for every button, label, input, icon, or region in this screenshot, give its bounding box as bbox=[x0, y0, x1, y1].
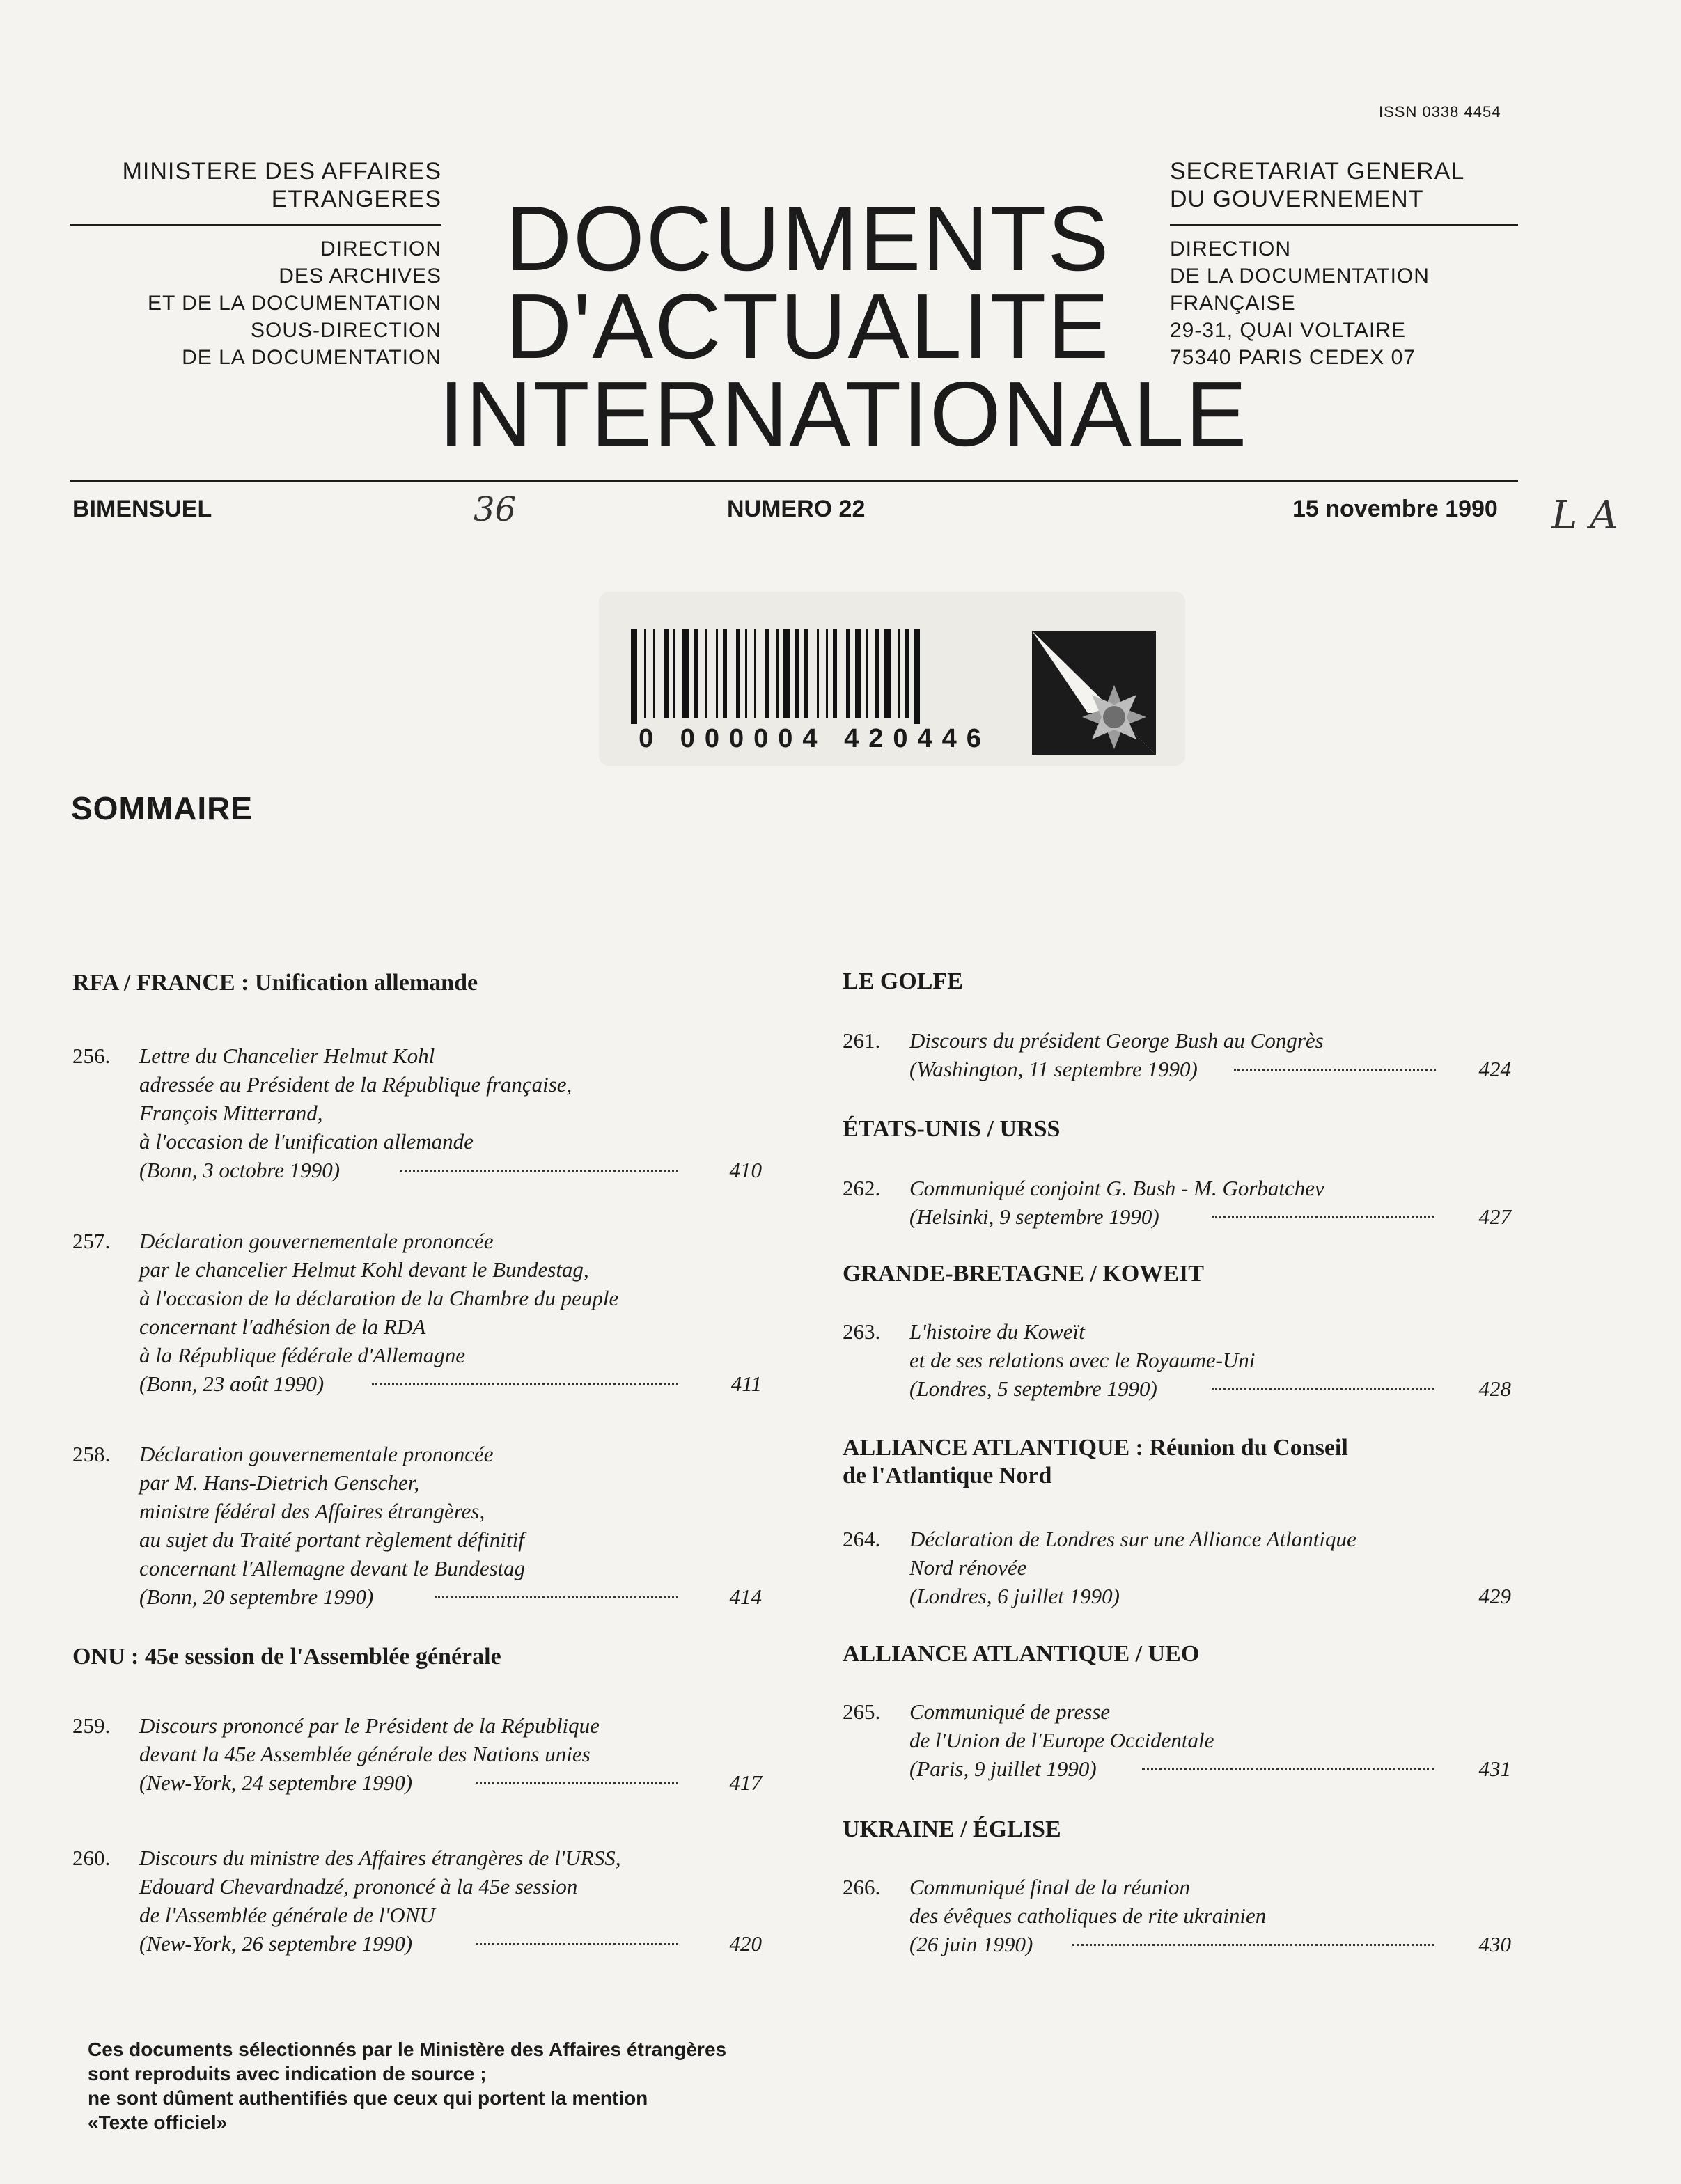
barcode-image bbox=[627, 629, 1003, 734]
issn-number: ISSN 0338 4454 bbox=[1379, 103, 1501, 120]
entry-number: 258. bbox=[72, 1442, 111, 1466]
entry-number: 260. bbox=[72, 1846, 111, 1870]
toc-entry-258[interactable]: 258. Déclaration gouvernementale prononcée par M. Hans-Dietrich Genscher, ministre fédéral des Affaires étrangères, au sujet du Traité portant règlement définitif concernant l'Allemagne devant le Bundestag (Bonn, 20 septembre 1990) 414 bbox=[72, 1440, 767, 1614]
barcode-bar bbox=[705, 629, 707, 718]
page-number: 417 bbox=[729, 1770, 762, 1795]
page-number: 410 bbox=[729, 1158, 762, 1182]
entry-number: 259. bbox=[72, 1713, 111, 1738]
section-heading-alliance-atlantique-ueo: ALLIANCE ATLANTIQUE / UEO bbox=[843, 1641, 1200, 1667]
toc-entry-256[interactable]: 256. Lettre du Chancelier Helmut Kohl adressée au Président de la République française, François Mitterrand, à l'occasion de l'unification allemande (Bonn, 3 octobre 1990) 410 bbox=[72, 1042, 767, 1188]
dot-leader bbox=[435, 1594, 678, 1598]
dot-leader bbox=[1072, 1941, 1434, 1946]
publisher-logo-icon bbox=[1032, 631, 1156, 755]
barcode-bar bbox=[664, 629, 669, 718]
toc-entry-265[interactable]: 265. Communiqué de presse de l'Union de l'Europe Occidentale (Paris, 9 juillet 1990) 431 bbox=[843, 1697, 1525, 1788]
toc-entry-262[interactable]: 262. Communiqué conjoint G. Bush - M. Gorbatchev (Helsinki, 9 septembre 1990) 427 bbox=[843, 1174, 1525, 1236]
section-heading-grande-bretagne-koweit: GRANDE-BRETAGNE / KOWEIT bbox=[843, 1261, 1204, 1287]
dot-leader bbox=[1212, 1213, 1434, 1218]
toc-entry-266[interactable]: 266. Communiqué final de la réunion des évêques catholiques de rite ukrainien (26 juin 1990) 430 bbox=[843, 1873, 1525, 1963]
entry-number: 266. bbox=[843, 1875, 881, 1899]
barcode-bar bbox=[653, 629, 655, 718]
page-number: 431 bbox=[1478, 1757, 1511, 1781]
barcode-bar bbox=[817, 629, 819, 718]
dot-leader bbox=[372, 1381, 678, 1385]
barcode-bar bbox=[644, 629, 646, 718]
barcode-bar bbox=[884, 629, 891, 718]
handwritten-mark: L A bbox=[1551, 493, 1618, 538]
dot-leader bbox=[400, 1167, 678, 1172]
barcode-bar bbox=[795, 629, 799, 718]
page-number: 424 bbox=[1478, 1057, 1511, 1081]
entry-number: 262. bbox=[843, 1176, 881, 1200]
footer-note: Ces documents sélectionnés par le Ministère des Affaires étrangères sont reproduits avec indication de source ; ne sont dûment authentifiés que ceux qui portent la mention «Texte officiel» bbox=[88, 2038, 727, 2133]
page-number: 420 bbox=[729, 1931, 762, 1956]
entry-number: 257. bbox=[72, 1229, 111, 1253]
barcode-bar bbox=[723, 629, 727, 718]
entry-number: 256. bbox=[72, 1044, 111, 1068]
page-number: 428 bbox=[1478, 1376, 1511, 1401]
ministry-name: MINISTERE DES AFFAIRES ETRANGERES bbox=[122, 158, 441, 212]
toc-entry-260[interactable]: 260. Discours du ministre des Affaires étrangères de l'URSS, Edouard Chevardnadzé, prononcé à la 45e session de l'Assemblée générale de l'ONU (New-York, 26 septembre 1990) 420 bbox=[72, 1844, 767, 1962]
entry-number: 263. bbox=[843, 1319, 881, 1344]
barcode-bar bbox=[846, 629, 850, 718]
handwritten-number: 36 bbox=[474, 490, 517, 529]
dot-leader bbox=[1212, 1385, 1434, 1390]
sommaire-heading: SOMMAIRE bbox=[71, 790, 253, 826]
barcode-bar bbox=[875, 629, 879, 718]
dot-leader bbox=[1142, 1766, 1434, 1770]
barcode-number: 0 000004 420446 bbox=[613, 724, 1017, 754]
section-heading-alliance-atlantique-conseil: ALLIANCE ATLANTIQUE : Réunion du Conseil de l'Atlantique Nord bbox=[843, 1435, 1348, 1488]
entry-number: 264. bbox=[843, 1527, 881, 1551]
toc-entry-259[interactable]: 259. Discours prononcé par le Président de la République devant la 45e Assemblée générale des Nations unies (New-York, 24 septembre 1990) 417 bbox=[72, 1711, 767, 1802]
toc-entry-261[interactable]: 261. Discours du président George Bush au Congrès (Washington, 11 septembre 1990) 424 bbox=[843, 1026, 1525, 1089]
barcode-bar bbox=[826, 629, 828, 718]
dot-leader bbox=[476, 1780, 678, 1784]
section-heading-onu: ONU : 45e session de l'Assemblée générale bbox=[72, 1644, 501, 1670]
barcode-bar bbox=[682, 629, 689, 718]
entry-number: 261. bbox=[843, 1028, 881, 1053]
barcode-bar bbox=[905, 629, 909, 718]
page-number: 411 bbox=[730, 1372, 762, 1396]
dot-leader bbox=[476, 1940, 678, 1945]
ministry-department: DIRECTION DES ARCHIVES ET DE LA DOCUMENTATION SOUS-DIRECTION DE LA DOCUMENTATION bbox=[147, 237, 441, 369]
barcode-bar bbox=[914, 629, 920, 734]
barcode-bar bbox=[898, 629, 900, 718]
barcode-bar bbox=[783, 629, 790, 718]
barcode-bar bbox=[736, 629, 740, 718]
barcode-bar bbox=[745, 629, 747, 718]
barcode-bar bbox=[754, 629, 756, 718]
section-heading-golfe: LE GOLFE bbox=[843, 968, 963, 994]
header-divider-right bbox=[1170, 224, 1518, 226]
section-heading-etats-unis-urss: ÉTATS-UNIS / URSS bbox=[843, 1116, 1061, 1142]
header-divider-left bbox=[70, 224, 441, 226]
issue-date: 15 novembre 1990 bbox=[1292, 496, 1498, 522]
page-number: 430 bbox=[1478, 1932, 1511, 1956]
secretariat-name: SECRETARIAT GENERAL DU GOUVERNEMENT bbox=[1170, 158, 1465, 212]
barcode-bar bbox=[765, 629, 769, 718]
barcode-bar bbox=[776, 629, 779, 718]
masthead-divider bbox=[70, 480, 1518, 482]
page-number: 427 bbox=[1478, 1204, 1511, 1229]
section-heading-ukraine-eglise: UKRAINE / ÉGLISE bbox=[843, 1816, 1061, 1842]
page-number: 429 bbox=[1478, 1584, 1511, 1608]
toc-entry-263[interactable]: 263. L'histoire du Koweït et de ses relations avec le Royaume-Uni (Londres, 5 septembre 1990) 428 bbox=[843, 1317, 1525, 1408]
toc-entry-264[interactable]: 264. Déclaration de Londres sur une Alliance Atlantique Nord rénovée (Londres, 6 juillet 1990) 429 bbox=[843, 1525, 1525, 1615]
frequency-label: BIMENSUEL bbox=[72, 496, 212, 522]
page-number: 414 bbox=[729, 1585, 762, 1609]
barcode-bar bbox=[866, 629, 868, 718]
toc-entry-257[interactable]: 257. Déclaration gouvernementale prononcée par le chancelier Helmut Kohl devant le Bundestag, à l'occasion de la déclaration de la Chambre du peuple concernant l'adhésion de la RDA à la République fédérale d'Allemagne (Bonn, 23 août 1990) 411 bbox=[72, 1227, 767, 1401]
barcode-bar bbox=[673, 629, 675, 718]
barcode-bar bbox=[694, 629, 698, 718]
masthead-title: DOCUMENTS D'ACTUALITE INTERNATIONALE bbox=[439, 187, 1249, 465]
barcode-bar bbox=[716, 629, 718, 718]
dot-leader bbox=[1234, 1066, 1436, 1071]
barcode-bar bbox=[855, 629, 861, 718]
barcode-bar bbox=[631, 629, 637, 734]
section-heading-rfa-france: RFA / FRANCE : Unification allemande bbox=[72, 970, 478, 996]
barcode-bar bbox=[804, 629, 808, 718]
entry-number: 265. bbox=[843, 1699, 881, 1724]
barcode-bar bbox=[833, 629, 837, 718]
secretariat-department: DIRECTION DE LA DOCUMENTATION FRANÇAISE 29-31, QUAI VOLTAIRE 75340 PARIS CEDEX 07 bbox=[1170, 237, 1430, 369]
issue-number: NUMERO 22 bbox=[727, 496, 866, 522]
